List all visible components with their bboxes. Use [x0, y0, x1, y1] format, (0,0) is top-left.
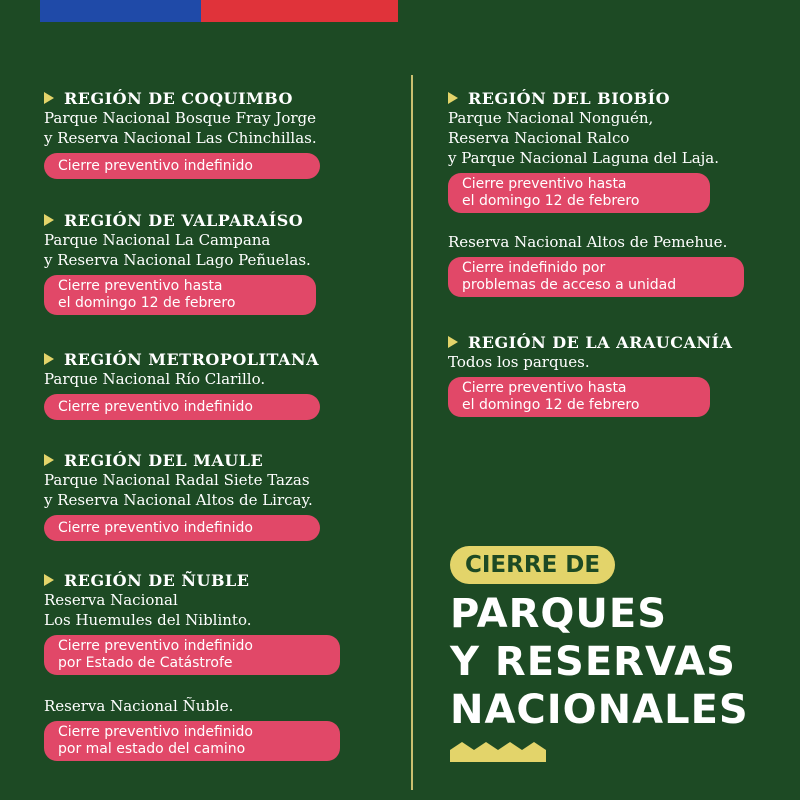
status-badge [448, 173, 710, 213]
status-text-line: el domingo 12 de febrero [58, 295, 236, 311]
park-name-line: Los Huemules del Niblinto. [44, 611, 252, 629]
triangle-bullet-icon [44, 353, 54, 365]
flag-blue [40, 0, 201, 22]
region-heading [44, 88, 320, 108]
status-text-line: Cierre preventivo indefinido [58, 158, 253, 174]
title-line-2: Y RESERVAS [450, 639, 736, 685]
title-line-1: PARQUES [450, 591, 668, 637]
region-name: REGIÓN METROPOLITANA [64, 349, 320, 369]
status-text-line: Cierre indefinido por [462, 260, 606, 276]
park-name-line: Reserva Nacional Ralco [448, 129, 630, 147]
left-entry-4 [44, 570, 340, 675]
right-entry-2 [448, 332, 732, 417]
status-badge [44, 635, 340, 675]
park-name-line: Reserva Nacional Ñuble. [44, 697, 234, 715]
region-heading [448, 88, 719, 108]
region-name: REGIÓN DE COQUIMBO [64, 88, 293, 108]
region-name: REGIÓN DE LA ARAUCANÍA [468, 332, 733, 352]
region-heading [44, 210, 316, 230]
region-name: REGIÓN DE ÑUBLE [64, 570, 250, 590]
status-text-line: Cierre preventivo indefinido [58, 399, 253, 415]
status-text-line: Cierre preventivo hasta [58, 278, 223, 294]
park-name-line: y Parque Nacional Laguna del Laja. [448, 149, 719, 167]
status-text-line: el domingo 12 de febrero [462, 397, 640, 413]
left-entry-1 [44, 210, 316, 315]
park-name-line: Parque Nacional Nonguén, [448, 109, 654, 127]
title-main [450, 590, 749, 734]
region-name: REGIÓN DEL MAULE [64, 450, 264, 470]
park-name-line: Reserva Nacional [44, 591, 178, 609]
status-text-line: el domingo 12 de febrero [462, 193, 640, 209]
flag-red [201, 0, 398, 22]
park-name-line: Todos los parques. [448, 353, 590, 371]
region-name: REGIÓN DE VALPARAÍSO [64, 210, 304, 230]
park-name-line: y Reserva Nacional Lago Peñuelas. [44, 251, 311, 269]
column-divider [411, 75, 413, 790]
left-entry-5 [44, 696, 340, 761]
status-badge [448, 257, 744, 297]
status-badge [44, 153, 320, 179]
triangle-bullet-icon [448, 336, 458, 348]
park-name-line: Parque Nacional Río Clarillo. [44, 370, 266, 388]
status-text-line: Cierre preventivo hasta [462, 176, 627, 192]
flag-stripe [40, 0, 398, 22]
park-name-line: Parque Nacional La Campana [44, 231, 271, 249]
region-heading [448, 332, 732, 352]
status-text-line: por mal estado del camino [58, 741, 246, 757]
park-name-line: y Reserva Nacional Las Chinchillas. [44, 129, 317, 147]
status-badge [44, 515, 320, 541]
region-heading [44, 349, 320, 369]
region-name: REGIÓN DEL BIOBÍO [468, 88, 671, 108]
park-name-line: y Reserva Nacional Altos de Lircay. [44, 491, 313, 509]
right-entry-1 [448, 232, 744, 297]
status-badge [448, 377, 710, 417]
title-line-3: NACIONALES [450, 687, 749, 733]
triangle-bullet-icon [44, 574, 54, 586]
triangle-bullet-icon [448, 92, 458, 104]
status-text-line: Cierre preventivo indefinido [58, 520, 253, 536]
title-block [450, 546, 749, 766]
park-name-line: Parque Nacional Bosque Fray Jorge [44, 109, 317, 127]
left-entry-0 [44, 88, 320, 179]
region-heading [44, 570, 340, 590]
status-text-line: Cierre preventivo hasta [462, 380, 627, 396]
right-entry-0 [448, 88, 719, 213]
status-text-line: Cierre preventivo indefinido [58, 638, 253, 654]
status-badge [44, 721, 340, 761]
status-text-line: Cierre preventivo indefinido [58, 724, 253, 740]
triangle-bullet-icon [44, 92, 54, 104]
status-text-line: por Estado de Catástrofe [58, 655, 233, 671]
left-entry-3 [44, 450, 320, 541]
status-badge [44, 275, 316, 315]
triangle-bullet-icon [44, 214, 54, 226]
triangle-bullet-icon [44, 454, 54, 466]
status-text-line: problemas de acceso a unidad [462, 277, 677, 293]
park-name-line: Reserva Nacional Altos de Pemehue. [448, 233, 728, 251]
status-badge [44, 394, 320, 420]
region-heading [44, 450, 320, 470]
title-badge: CIERRE DE [450, 546, 615, 584]
left-entry-2 [44, 349, 320, 420]
park-name-line: Parque Nacional Radal Siete Tazas [44, 471, 310, 489]
zigzag-decoration [450, 742, 550, 762]
